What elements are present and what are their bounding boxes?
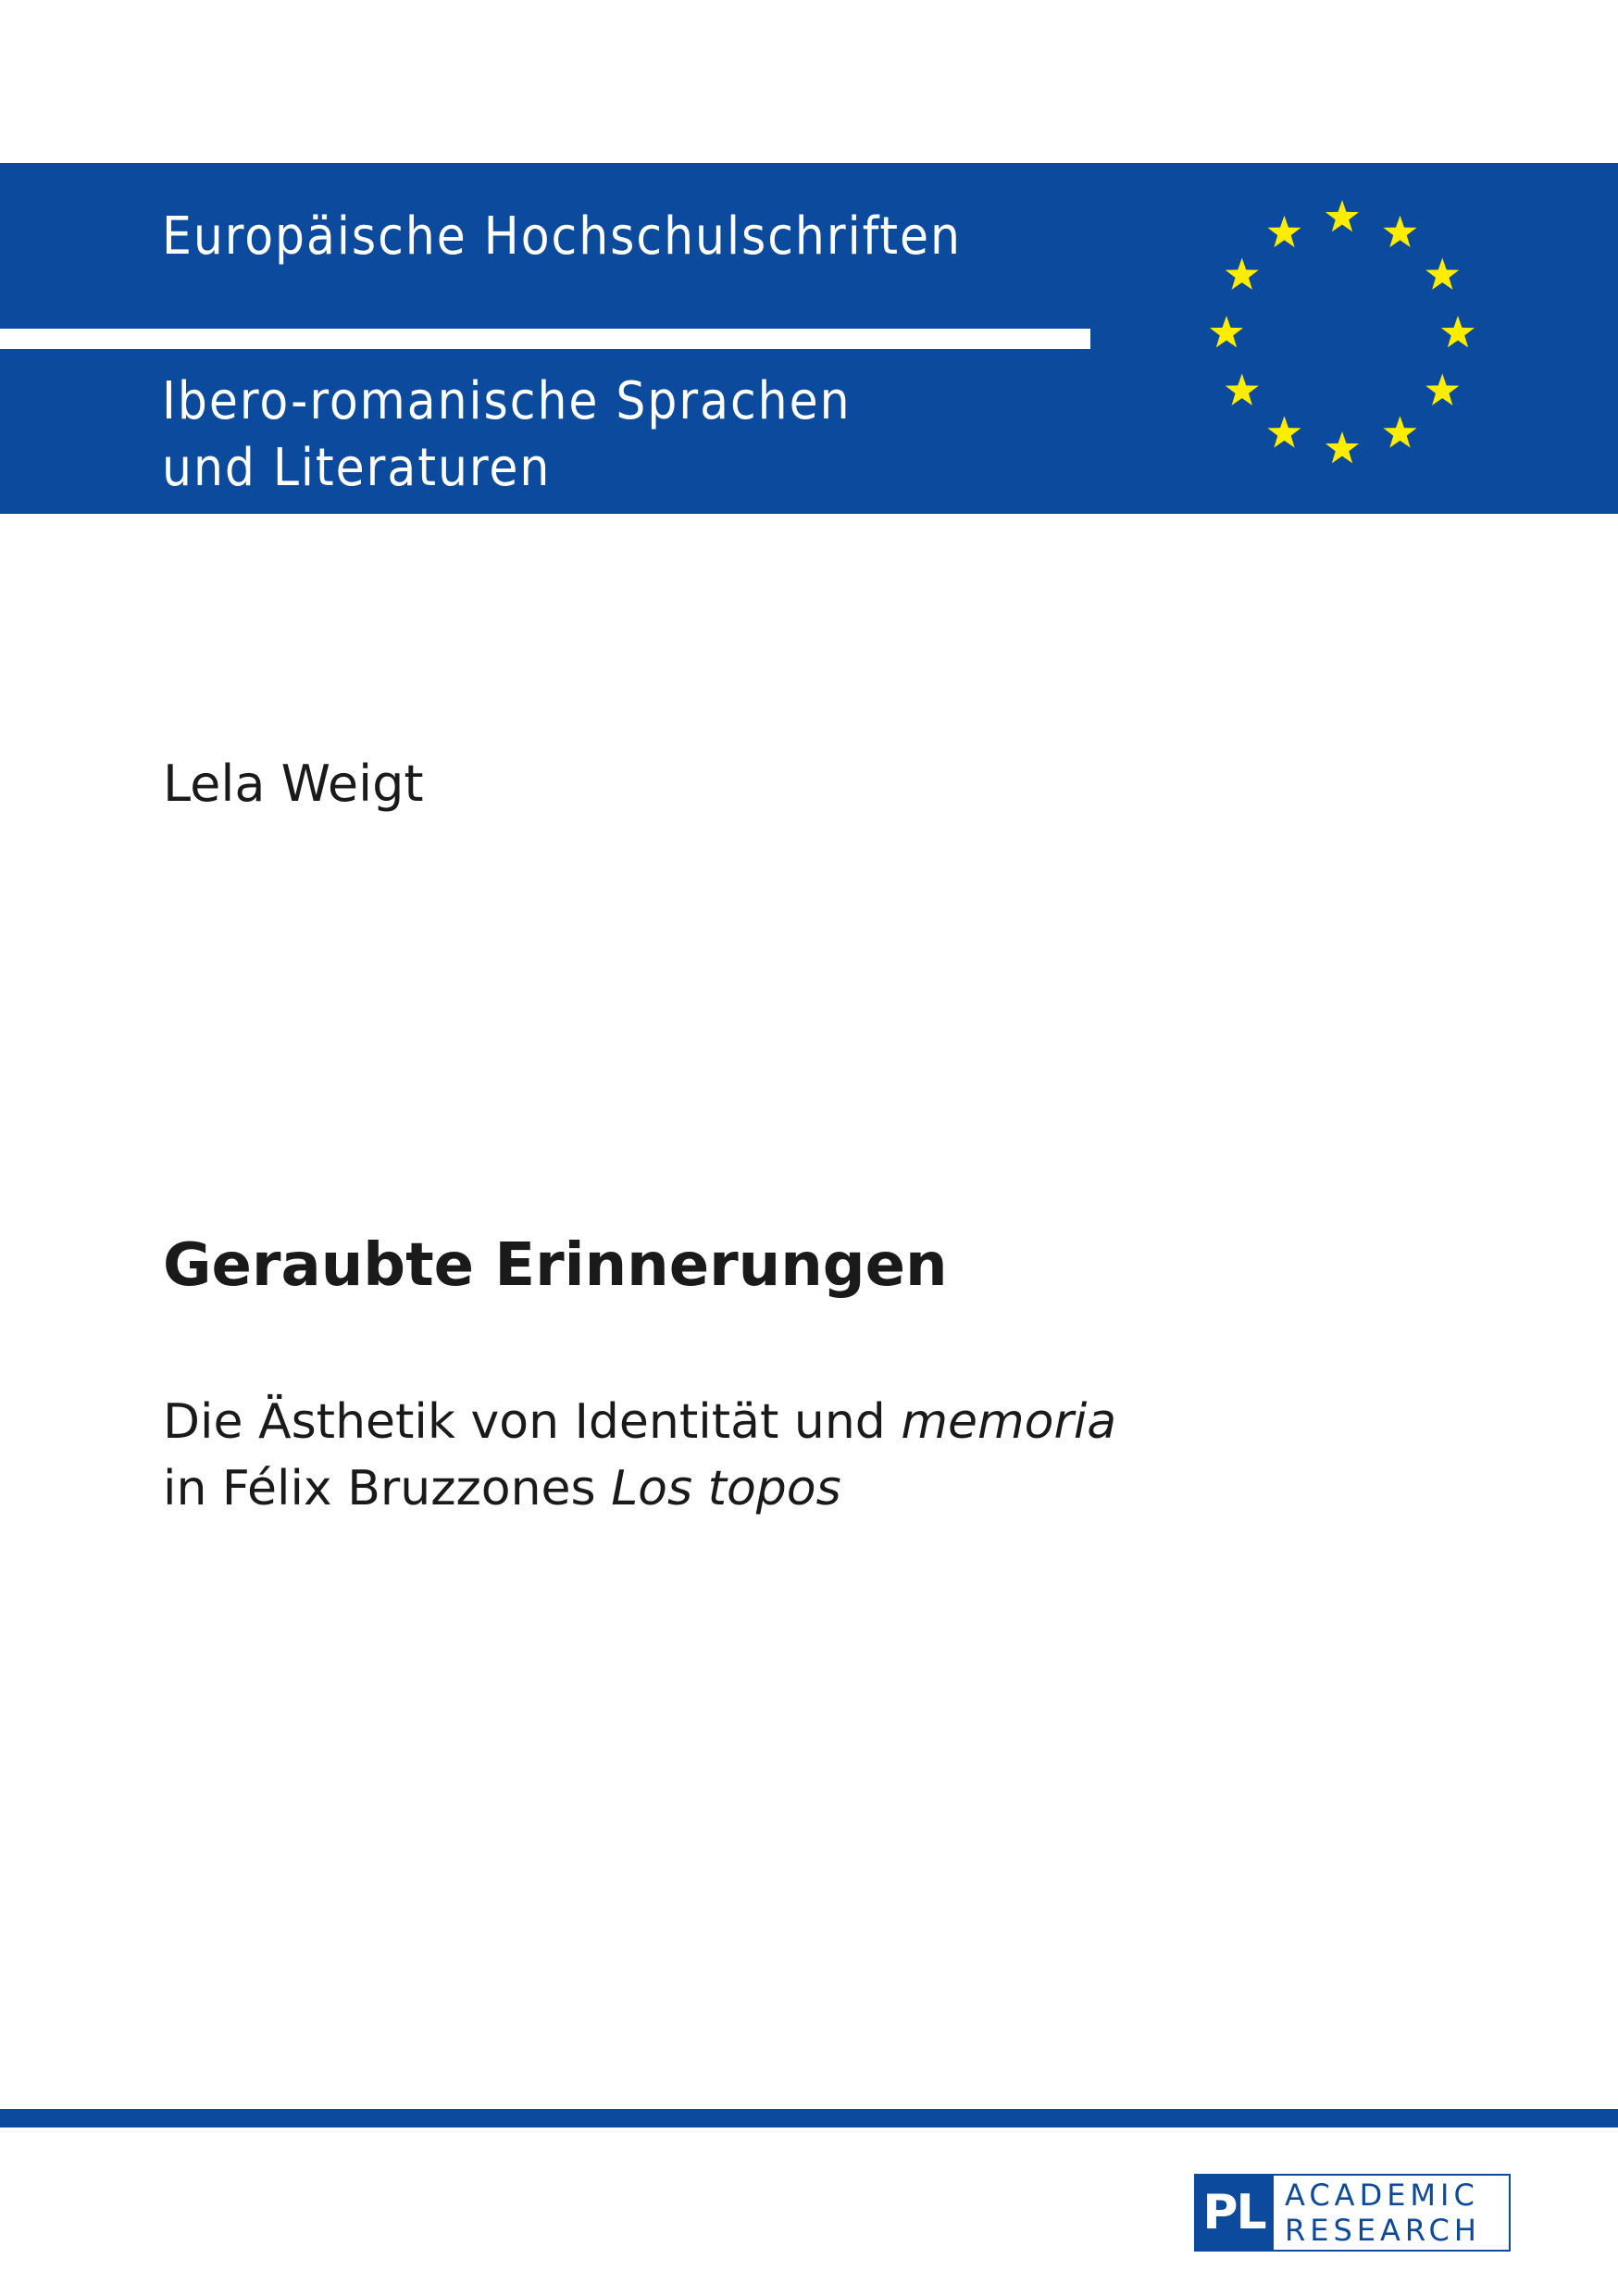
star-icon — [1383, 416, 1416, 447]
series-subtitle-line-2: und Literaturen — [162, 438, 552, 498]
star-icon — [1326, 431, 1359, 463]
publisher-logo-line-1: ACADEMIC — [1285, 2177, 1479, 2213]
series-subtitle — [162, 368, 852, 502]
series-subtitle-line-1: Ibero-romanische Sprachen — [162, 371, 852, 431]
star-icon — [1226, 258, 1259, 290]
star-icon — [1383, 216, 1416, 247]
star-icon — [1441, 316, 1475, 347]
series-title: Europäische Hochschulschriften — [162, 206, 962, 267]
subtitle-line-2-italic: Los topos — [611, 1461, 841, 1516]
publisher-logo-mark: PL — [1194, 2174, 1274, 2252]
star-icon — [1267, 416, 1301, 447]
book-title: Geraubte Erinnerungen — [163, 1231, 948, 1300]
series-divider — [0, 329, 1090, 349]
eu-stars-emblem — [1203, 194, 1481, 472]
author-name: Lela Weigt — [163, 755, 424, 813]
book-subtitle — [163, 1389, 1116, 1522]
subtitle-line-2 — [163, 1455, 1116, 1522]
star-icon — [1425, 374, 1459, 406]
star-icon — [1326, 200, 1359, 231]
star-icon — [1226, 374, 1259, 406]
subtitle-line-1-text: Die Ästhetik von Identität und — [163, 1394, 902, 1450]
star-icon — [1210, 316, 1243, 347]
publisher-logo-line-2: RESEARCH — [1285, 2213, 1481, 2248]
bottom-rule — [0, 2109, 1618, 2128]
subtitle-line-1-italic: memoria — [901, 1394, 1117, 1450]
subtitle-line-1 — [163, 1389, 1116, 1455]
star-icon — [1267, 216, 1301, 247]
star-icon — [1425, 258, 1459, 290]
publisher-logo-wordmark — [1274, 2174, 1511, 2252]
subtitle-line-2-text: in Félix Bruzzones — [163, 1461, 612, 1516]
